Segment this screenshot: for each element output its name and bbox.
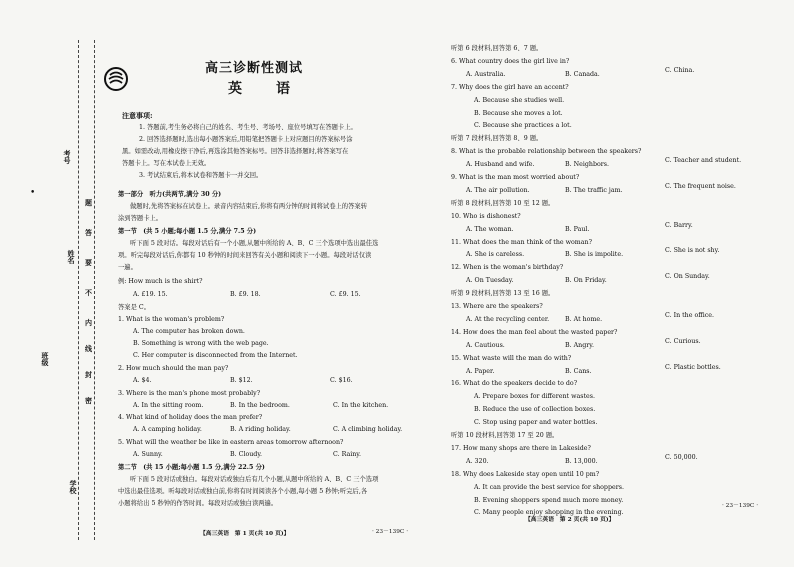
question-text: 4. What kind of holiday does the man prefer? — [118, 414, 263, 421]
part1-heading: 第一部分 听力(共两节,满分 30 分) — [118, 191, 222, 198]
notes-heading: 注意事项: — [122, 111, 153, 120]
part1-intro: 涂到答题卡上。 — [118, 215, 163, 222]
question-option: B. Evening shoppers spend much more money. — [474, 496, 624, 504]
question-text: 14. How does the man feel about the wasted paper? — [451, 328, 618, 336]
question-option: B. Neighbors. — [565, 161, 610, 169]
seal-char: 要 — [85, 258, 92, 267]
question-option: C. The frequent noise. — [665, 182, 736, 190]
seal-char: 题 — [85, 198, 92, 207]
notes-line: 1. 答题前,考生务必将自己的姓名、考生号、考场号、座位号填写在答题卡上。 — [139, 124, 357, 131]
question-option: A. Because she studies well. — [474, 96, 565, 104]
question-text: 1. What is the woman's problem? — [118, 316, 225, 323]
question-option: B. Canada. — [565, 70, 600, 78]
left-page-footer: 【高三英语 第 1 页(共 10 页)】 — [200, 531, 290, 537]
right-page-footer: 【高三英语 第 2 页(共 10 页)】 — [525, 517, 615, 523]
question-option: A. Prepare boxes for different wastes. — [474, 393, 595, 401]
question-option: B. She is impolite. — [565, 251, 624, 259]
example-option: A. £19. 15. — [133, 291, 168, 298]
listening-material-intro: 听第 9 段材料,回答第 13 至 16 题。 — [451, 290, 555, 298]
seal-char: 密 — [85, 396, 92, 405]
question-text: 2. How much should the man pay? — [118, 365, 229, 372]
question-option: B. In the bedroom. — [230, 402, 290, 409]
seal-char: 不 — [85, 288, 92, 297]
section1-instr: 一遍。 — [118, 264, 137, 271]
scan-dot: • — [30, 188, 36, 198]
question-option: A. Sunny. — [133, 451, 163, 458]
listening-material-intro: 听第 8 段材料,回答第 10 至 12 题。 — [451, 199, 555, 207]
question-option: A. 320. — [466, 457, 489, 465]
question-option: C. Stop using paper and water bottles. — [474, 419, 598, 427]
example-option: C. £9. 15. — [330, 291, 361, 298]
question-text: 18. Why does Lakeside stay open until 10 pm? — [451, 470, 600, 478]
question-option: B. On Friday. — [565, 277, 607, 285]
question-text: 16. What do the speakers decide to do? — [451, 380, 578, 388]
part1-intro: 做题时,先将答案标在试卷上。录音内容结束后,你将有两分钟的时间将试卷上的答案转 — [130, 203, 367, 210]
question-option: B. Reduce the use of collection boxes. — [474, 406, 596, 414]
question-option: C. Because she practices a lot. — [474, 122, 572, 130]
question-option: A. She is careless. — [466, 251, 525, 259]
question-option: C. Teacher and student. — [665, 157, 742, 165]
exam-subject: 英 语 — [228, 81, 300, 97]
left-page-code: · 23－139C · — [372, 529, 409, 535]
question-option: C. Her computer is disconnected from the Internet. — [133, 352, 298, 359]
question-option: A. $4. — [133, 377, 152, 384]
question-text: 17. How many shops are there in Lakeside? — [451, 444, 591, 452]
section2-heading: 第二节 (共 15 小题;每小题 1.5 分,满分 22.5 分) — [118, 464, 265, 471]
seal-char: 线 — [85, 344, 92, 353]
question-option: C. On Sunday. — [665, 273, 710, 281]
question-option: C. In the kitchen. — [333, 402, 389, 409]
example-answer: 答案是 C。 — [118, 304, 151, 311]
question-option: C. $16. — [330, 377, 353, 384]
question-text: 13. Where are the speakers? — [451, 303, 543, 310]
question-option: C. Curious. — [665, 337, 701, 345]
question-option: A. It can provide the best service for shoppers. — [474, 483, 624, 491]
question-option: A. The computer has broken down. — [133, 328, 245, 335]
question-option: C. She is not shy. — [665, 247, 720, 255]
question-option: B. A riding holiday. — [230, 426, 291, 433]
question-text: 3. Where is the man's phone most probably? — [118, 390, 261, 397]
question-option: A. On Tuesday. — [466, 277, 514, 285]
question-option: B. The traffic jam. — [565, 186, 623, 194]
question-option: B. Cloudy. — [230, 451, 263, 458]
question-text: 15. What waste will the man do with? — [451, 354, 572, 362]
seal-char: 内 — [85, 318, 92, 327]
question-text: 6. What country does the girl live in? — [451, 57, 570, 65]
question-option: C. Plastic bottles. — [665, 363, 721, 371]
right-page-code: · 23－139C · — [722, 503, 759, 509]
question-text: 10. Who is dishonest? — [451, 212, 521, 220]
question-option: A. Husband and wife. — [466, 161, 535, 169]
section1-heading: 第一节 (共 5 小题;每小题 1.5 分,满分 7.5 分) — [118, 228, 257, 235]
question-option: A. A camping holiday. — [133, 426, 202, 433]
question-option: A. Paper. — [466, 367, 495, 375]
question-option: A. At the recycling center. — [466, 315, 550, 323]
question-option: C. 50,000. — [665, 453, 698, 461]
question-text: 9. What is the man most worried about? — [451, 174, 580, 181]
listening-material-intro: 听第 10 段材料,回答第 17 至 20 题。 — [451, 432, 559, 439]
listening-material-intro: 听第 6 段材料,回答第 6、7 题。 — [451, 45, 543, 52]
question-option: B. Something is wrong with the web page. — [133, 340, 269, 347]
question-option: A. In the sitting room. — [133, 402, 204, 409]
question-option: B. 13,000. — [565, 457, 598, 465]
question-option: A. Australia. — [466, 70, 506, 78]
question-option: C. Barry. — [665, 221, 693, 229]
listening-material-intro: 听第 7 段材料,回答第 8、9 题。 — [451, 135, 543, 143]
class-label: 班级 — [41, 352, 50, 366]
section2-instr: 小题将给出 5 秒钟的作答时间。每段对话或独白读两遍。 — [118, 500, 278, 507]
section2-instr: 听下面 5 段对话或独白。每段对话或独白后有几个小题,从题中所给的 A、B、C 三个选项 — [130, 476, 379, 483]
question-text: 12. When is the woman's birthday? — [451, 264, 564, 272]
section1-instr: 项。听完每段对话后,你都有 10 秒钟的时间来回答有关小题和阅读下一小题。每段对话仅读 — [118, 252, 372, 259]
question-text: 7. Why does the girl have an accent? — [451, 83, 569, 91]
section1-instr: 听下面 5 段对话。每段对话后有一个小题,从题中所给的 A、B、C 三个选项中选出最佳选 — [130, 240, 379, 247]
question-option: C. China. — [665, 66, 695, 74]
section2-instr: 中选出最佳选项。听每段对话或独白前,你将有时间阅读各个小题,每小题 5 秒钟;听完后,各 — [118, 488, 368, 495]
example-option: B. £9. 18. — [230, 291, 261, 298]
notes-line: 黑。如需改动,用橡皮擦干净后,再选涂其他答案标号。回答非选择题时,将答案写在 — [122, 148, 349, 155]
question-option: C. A climbing holiday. — [333, 426, 403, 433]
example-question: 例: How much is the shirt? — [118, 278, 203, 285]
question-option: A. Cautious. — [466, 341, 505, 349]
question-option: B. At home. — [565, 315, 603, 323]
notes-line: 答题卡上。写在本试卷上无效。 — [122, 160, 211, 167]
question-option: C. In the office. — [665, 311, 714, 319]
exam-number-label: 考号 — [63, 150, 72, 164]
exam-title: 高三诊断性测试 — [205, 61, 304, 76]
question-option: B. Cans. — [565, 367, 592, 375]
question-option: A. The woman. — [466, 225, 514, 233]
question-option: B. Because she moves a lot. — [474, 109, 563, 117]
question-text: 5. What will the weather be like in eastern areas tomorrow afternoon? — [118, 439, 344, 446]
notes-line: 3. 考试结束后,将本试卷和答题卡一并交回。 — [139, 172, 263, 179]
notes-line: 2. 回答选择题时,选出每小题答案后,用铅笔把答题卡上对应题目的答案标号涂 — [139, 136, 353, 143]
name-label: 姓名 — [67, 250, 76, 264]
seal-char: 封 — [85, 370, 92, 379]
question-option: A. The air pollution. — [466, 186, 530, 194]
question-option: B. Angry. — [565, 341, 594, 349]
question-text: 8. What is the probable relationship between the speakers? — [451, 148, 642, 156]
question-text: 11. What does the man think of the woman? — [451, 238, 592, 246]
question-option: C. Rainy. — [333, 451, 362, 458]
seal-char: 答 — [85, 228, 92, 237]
question-option: B. $12. — [230, 377, 253, 384]
school-label: 学校 — [69, 480, 78, 494]
question-option: B. Paul. — [565, 225, 590, 233]
question-option: C. Many people enjoy shopping in the evening. — [474, 509, 624, 517]
